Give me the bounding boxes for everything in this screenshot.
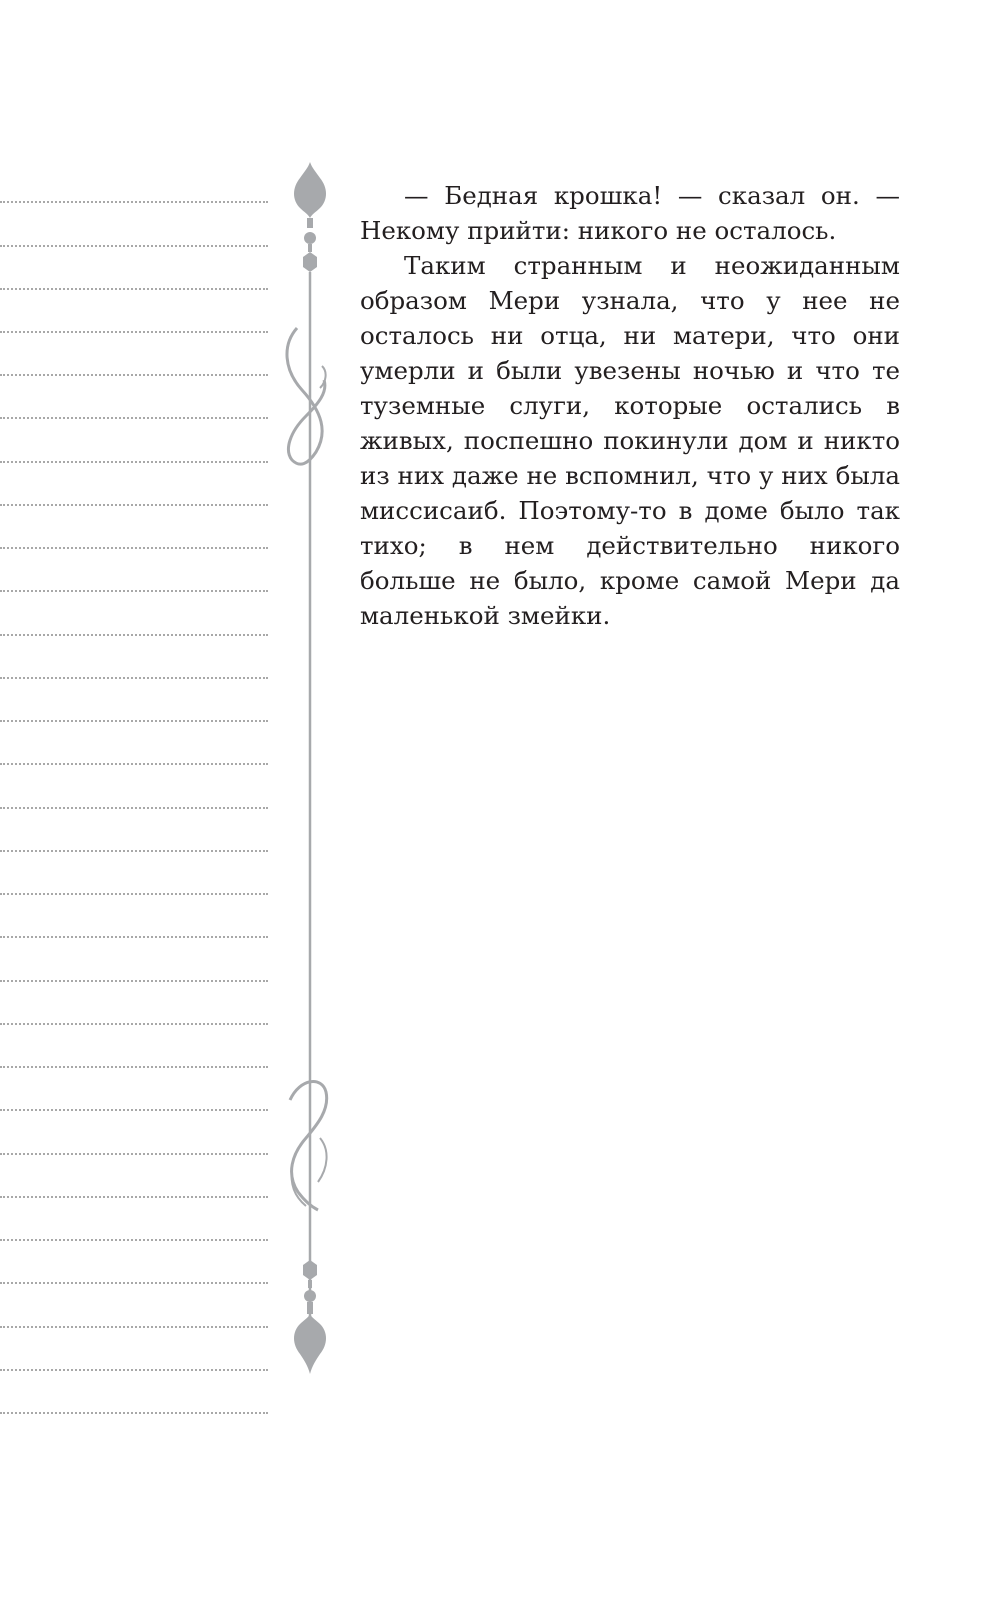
note-line: [0, 1326, 268, 1328]
note-line: [0, 1369, 268, 1371]
note-line: [0, 677, 268, 679]
note-line: [0, 1153, 268, 1155]
note-line: [0, 288, 268, 290]
note-line: [0, 547, 268, 549]
note-line: [0, 1412, 268, 1414]
note-line: [0, 763, 268, 765]
note-line: [0, 1239, 268, 1241]
body-text: [360, 178, 900, 633]
notes-lined-area: [0, 0, 268, 1616]
note-line: [0, 1023, 268, 1025]
note-line: [0, 504, 268, 506]
note-line: [0, 1196, 268, 1198]
note-line: [0, 331, 268, 333]
note-line: [0, 1109, 268, 1111]
note-line: [0, 374, 268, 376]
note-line: [0, 807, 268, 809]
note-line: [0, 850, 268, 852]
note-line: [0, 1282, 268, 1284]
note-line: [0, 201, 268, 203]
paragraph: — Бедная крошка! — сказал он. — Некому прийти: никого не осталось.: [360, 181, 900, 245]
note-line: [0, 245, 268, 247]
note-line: [0, 417, 268, 419]
note-line: [0, 1066, 268, 1068]
note-line: [0, 720, 268, 722]
ornamental-divider-icon: [270, 160, 350, 1450]
note-line: [0, 936, 268, 938]
paragraph: Таким странным и неожиданным образом Мери узнала, что у нее не осталось ни отца, ни матери, что они умерли и были увезены ночью и что те туземные слуги, которые остались в живых, поспешно покинули дом и никто из них даже не вспомнил, что у них была миссисаиб. Поэтому-то в доме было так тихо; в нем действительно никого больше не было, кроме самой Мери да маленькой змейки.: [360, 251, 900, 630]
note-line: [0, 980, 268, 982]
note-line: [0, 634, 268, 636]
note-line: [0, 590, 268, 592]
note-line: [0, 461, 268, 463]
note-line: [0, 893, 268, 895]
